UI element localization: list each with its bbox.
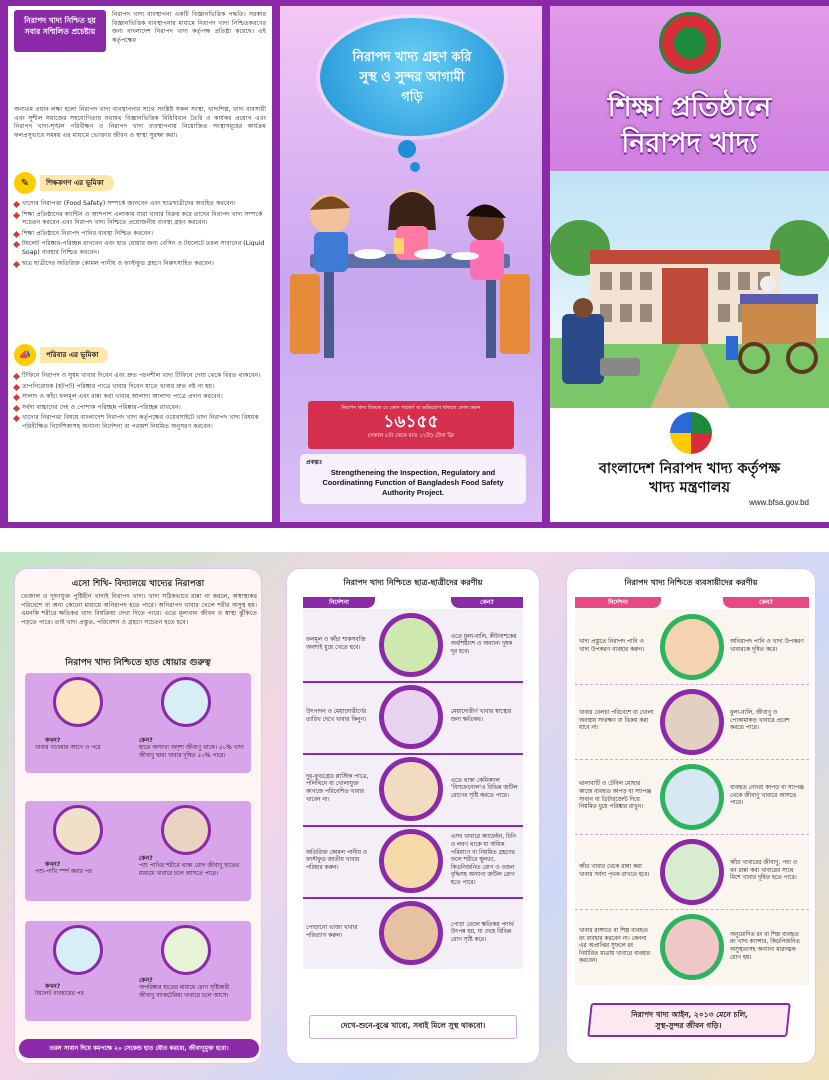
table-row: দুধ-ফুডগ্রেড প্লাস্টিক পাত্রে, পলিথিনে বা খোলাযুক্ত কাগজে পরিবেশিত খাবার খাবেন না। এতে থাকা কেমিক্যাল 'বিসফেনোল'এ বিভিন্ন জটিল রোগের সৃষ্টি করতে পারে। bbox=[303, 753, 523, 827]
vegetables-image bbox=[379, 613, 442, 677]
back3-footer bbox=[587, 1003, 791, 1037]
when-text: পশু-পাখি স্পর্শ করার পর bbox=[35, 869, 92, 875]
back3-title: নিরাপদ খাদ্য নিশ্চিতে ব্যবসায়ীদের করণীয় bbox=[624, 578, 758, 587]
heading-line-2: সবার সম্মিলিত প্রচেষ্টায় bbox=[24, 27, 96, 36]
why-label: কেন? bbox=[139, 737, 153, 744]
when-label: কখন? bbox=[45, 983, 61, 990]
website-link[interactable]: www.bfsa.gov.bd bbox=[749, 498, 809, 507]
teacher-icon: ✎ bbox=[14, 172, 36, 194]
teacher-item: ছাত্র ছাত্রীদের অতিরিক্ত কোমল পানীয় ও ফাস্টফুড গ্রহণে নিরুৎসাহিত করবেন। bbox=[22, 259, 214, 267]
heading-line-1: নিরাপদ খাদ্য নিশ্চিত হয় bbox=[24, 16, 96, 25]
family-item: সালাদ ও কাঁচা ফলমূল এবং রান্না করা খাবার আলাদা আলাদা পাত্রে প্রদান করবেন। bbox=[22, 393, 223, 401]
back2-title: নিরাপদ খাদ্য নিশ্চিতে ছাত্র-ছাত্রীদের করণীয় bbox=[343, 578, 483, 587]
back1-title: এসো শিখি- বিদ্যালয়ে খাদ্যের নিরাপত্তা bbox=[71, 579, 205, 589]
col-why: কেন? bbox=[723, 597, 809, 608]
bubble-line-3: গড়ি bbox=[401, 90, 423, 105]
bubble-dot bbox=[398, 140, 416, 158]
school-illustration bbox=[550, 218, 829, 408]
megaphone-icon: 📣 bbox=[14, 344, 36, 366]
teacher-item: শিক্ষা প্রতিষ্ঠানের ক্যান্টিন ও আশপাশ এলাকায় যারা খাবার বিক্রয় করে তাদের নিরাপদ খাদ্য সম্পর্কে সচেতন করবেন এবং নিরাপদ খাদ্য নিশ্চিতে প্রয়োজনীয় ব্যবস্থা গ্রহণ করবেন। bbox=[22, 210, 263, 227]
col-instruction: নির্দেশনা bbox=[303, 597, 375, 608]
gov-logo bbox=[659, 12, 721, 74]
fastfood-image bbox=[379, 829, 442, 893]
teacher-role-header bbox=[14, 172, 114, 194]
back1-footer: তরল সাবান দিয়ে কমপক্ষে ২০ সেকেন্ড হাত ধৌত করবো, জীবাণুমুক্ত হবো। bbox=[19, 1039, 259, 1058]
back3-table bbox=[575, 609, 809, 985]
back-panel-learn bbox=[14, 568, 262, 1064]
family-item: তাপনিরোধক (হটপট) পরিষ্কার পাত্রে খাবার দিবেন যাতে খাবার দ্রুত নষ্ট না হয়। bbox=[22, 382, 215, 390]
wash-title: নিরাপদ খাদ্য নিশ্চিতে হাত ধোয়ার গুরুত্ব bbox=[65, 658, 211, 668]
hotline-banner bbox=[308, 401, 514, 449]
heading-box bbox=[14, 10, 106, 52]
table-row: খাদ্য প্রস্তুতে নিরাপদ পানি ও খাদ্য উপকরণ ব্যবহার করুন। অনিরাপদ পানি ও খাদ্য উপকরণ খাবারকে দূষিত করে। bbox=[575, 609, 809, 685]
children-eating-illustration bbox=[290, 184, 532, 384]
ingredients-image bbox=[660, 614, 724, 680]
back2-table bbox=[303, 609, 523, 969]
family-item: সর্বদা বাচ্চাদের দেহ ও পোশাক পরিচ্ছন্ন পরিষ্কার-পরিচ্ছন্ন রাখবেন। bbox=[22, 403, 181, 411]
food-colour-image bbox=[660, 914, 724, 980]
plastic-food-image bbox=[379, 757, 442, 821]
bubble-dot bbox=[410, 162, 420, 172]
bfsa-logo bbox=[670, 412, 712, 454]
back3-footer-line-2: সুস্থ-সুন্দর জীবন গড়ি। bbox=[654, 1021, 722, 1030]
family-list bbox=[14, 372, 266, 434]
pet-image bbox=[53, 805, 103, 855]
sponge-cleaning-image bbox=[660, 764, 724, 830]
fried-food-image bbox=[379, 901, 442, 965]
hotline-hours: (সকাল ৮টা থেকে রাত ১২টা) টোল ফ্রি bbox=[368, 433, 454, 439]
back2-table-head bbox=[303, 597, 523, 608]
table-row: উৎপাদন ও মেয়াদোত্তীর্ণের তারিখ দেখে খাবার কিনুন। মেয়াদোত্তীর্ণ খাবার স্বাস্থ্যের জন্য ক্ষতিকর। bbox=[303, 681, 523, 755]
back1-intro: ভেজাল ও দূষণযুক্ত পুষ্টিহীন খাদ্যই নিরাপদ খাদ্য। খাদ্য সঠিকভাবে রান্না না করলে, অস্বাস্থ্যকর পরিবেশে বা অন্য কোনো মাধ্যমে অনিরাপদ হতে পারে। অনিরাপদ খাবার খেলে শরীর অসুস্থ হয়। এমনকি শরীরে ক্ষতিকর খাদ্য বিষক্রিয়া দেখা দিতে পারে। এতে মূল্যবান জীবন ও স্বাস্থ্য ঝুঁকিতে পড়তে পারে। তাই খাদ্য প্রস্তুত, পরিবেশন ও গ্রহণে সচেতন হতে হবে। bbox=[21, 593, 257, 626]
teacher-list bbox=[14, 200, 266, 270]
when-text: টয়লেট ব্যবহারের পর bbox=[35, 991, 84, 997]
table-row: কাঁচা খাবার থেকে রান্না করা খাবার সর্বদা পৃথক রাখতে হবে। কাঁচা খাবারের জীবাণু, পচা ও বন রান্না করা খাবারের সাথে মিশে খাবার দূষিত হতে পারে। bbox=[575, 834, 809, 910]
open-food-image bbox=[660, 689, 724, 755]
teacher-role-title: শিক্ষকগণ এর ভূমিকা bbox=[40, 175, 114, 191]
table-row: থালাবাটি ও টেবিল মোছার কাজে ব্যবহৃত কাপড় বা স্যাপঞ্জ সাবান বা ডিটারজেন্ট দিয়ে নিয়মিত ধুয়ে পরিষ্কার রাখুন। ব্যবহৃত নোংরা কাপড় বা স্যাপঞ্জ থেকে জীবাণু খাবারে আসতে পারে। bbox=[575, 759, 809, 835]
project-name: Strengtheneing the Inspection, Regulatory and Coordinatinng Function of Bangladesh Food Safety Authority Project. bbox=[322, 468, 504, 497]
hotline-number: ১৬১৫৫ bbox=[383, 412, 439, 432]
table-row: পোড়ানো ভাজা খাবার পরিত্যাগ করুন। পোড়া তেলে ক্ষতিকর পদার্থ উৎপন্ন হয়, যা দেহে বিভিন্ন রোগ সৃষ্টি করে। bbox=[303, 897, 523, 969]
table-row: অতিরিক্ত কোমল পানীয় ও ফাস্টফুড জাতীয় খাবার পরিহার করুন। এসব খাবারে ক্যাফেইন, চিনি ও লবণ থাকে যা অধিক পরিমাণে বা নিয়মিত গ্রহণের ফলে শরীরে স্থূলতা, কিডনিজনিত রোগ ও ওজন বৃদ্ধিসহ অন্যান্য জটিল রোগ হতে পারে। bbox=[303, 825, 523, 899]
teacher-item: খাদ্যের নিরাপত্তা (Food Safety) সম্পর্কে জানবেন এবং ছাত্রছাত্রীদের অবহিত করবেন। bbox=[22, 200, 236, 207]
table-row: খাবার বেলচা পরিবেশে বা খোলা অবস্থায় সংরক্ষণ বা বিক্রয় করা যাবে না। ধুলা-বালি, জীবাণু ও পোকামাকড় খাবারে প্রবেশ করতে পারে। bbox=[575, 684, 809, 760]
front-panel-info bbox=[8, 6, 272, 522]
title-line-2: নিরাপদ খাদ্য bbox=[621, 128, 758, 159]
family-role-title: পরিবার এর ভূমিকা bbox=[40, 347, 108, 363]
intro-text-1: নিরাপদ খাদ্য ব্যবস্থাপনা একটি বিজ্ঞানভিত্তিক পদ্ধতি। সরকার বিজ্ঞানভিত্তিক ব্যবস্থাপনার মাধ্যমে নিরাপদ খাদ্য নিশ্চিতকরণের জন্য বাংলাদেশ নিরাপদ খাদ্য কর্তৃপক্ষ প্রতিষ্ঠা করেছে। এই কর্তৃপক্ষের bbox=[112, 11, 266, 44]
eating-image bbox=[53, 677, 103, 727]
col-instruction: নির্দেশনা bbox=[575, 597, 661, 608]
speech-bubble bbox=[320, 18, 504, 136]
bubble-line-2: সুস্থ ও সুন্দর আগামী bbox=[359, 70, 465, 85]
project-label: প্রকল্পঃ bbox=[306, 459, 323, 466]
why-text: পশু পাখির শরীরে থাকা রোগ জীবাণু হাতের মাধ্যমে খাবারে চলে আসতে পারে। bbox=[139, 863, 240, 877]
toilet-image bbox=[53, 925, 103, 975]
title-block bbox=[550, 90, 829, 162]
why-text: অপরিষ্কার হাতের মাধ্যমে রোগ সৃষ্টিকারী জীবাণু ব্যাকটেরিয়া খাবারে চলে আসে। bbox=[139, 985, 230, 999]
bubble-line-1: নিরাপদ খাদ্য গ্রহণ করি bbox=[352, 50, 472, 65]
bacteria-image bbox=[161, 925, 211, 975]
why-label: কেন? bbox=[139, 977, 153, 984]
why-label: কেন? bbox=[139, 855, 153, 862]
back-panel-traders bbox=[566, 568, 816, 1064]
front-panel-cover-illustration bbox=[280, 6, 542, 522]
handwash-image bbox=[161, 677, 211, 727]
table-row: খাবার রাঙ্গাতে বা শিল্প ব্যবহৃত রং ব্যবহার করবেন না। কেননা এর অপ্রাপ্তির সুফলে রং নির্ধারিত মাত্রায় খাবারে ব্যবহার করবেন। অনুমোদিত রং বা শিল্প ব্যবহৃত রং খাদ্য ক্যান্সার, কিডনিজনিত অসুস্থতাসহ অন্যান্য মারাত্মক রোগ হয়। bbox=[575, 909, 809, 985]
back3-table-head bbox=[575, 597, 809, 608]
family-item: খাদ্যের নিরাপত্তা বিষয়ে বাংলাদেশ নিরাপদ খাদ্য কর্তৃপক্ষের ওয়েবসাইটে খাদ্য নিরাপদ খাদ্য বিষয়ক পরিবীক্ষিত নির্দেশিকাসহ অন্যান্য নির্দেশনা বা পরামর্শ নিয়মিত অনুসরণ করবেন। bbox=[22, 414, 259, 430]
back2-footer: দেখে-শুনে-বুঝে খাবো, সবাই মিলে সুস্থ থাকবো। bbox=[309, 1015, 517, 1039]
authority-name: বাংলাদেশ নিরাপদ খাদ্য কর্তৃপক্ষ bbox=[598, 461, 781, 477]
table-row: ফলমূল ও কাঁচা শাকসবজি অবশ্যই ধুয়ে খেতে হবে। এতে ধুলা-বালি, কীটনাশকের অবশিষ্টাংশ ও অন্যান্য দূষক দূর হবে। bbox=[303, 609, 523, 683]
col-why: কেন? bbox=[451, 597, 523, 608]
back3-footer-line-1: নিরাপদ খাদ্য আইন, ২০১৩ মেনে চলি, bbox=[630, 1010, 749, 1019]
title-line-1: শিক্ষা প্রতিষ্ঠানে bbox=[607, 92, 772, 123]
intro-text-2: অন্যতম প্রধান লক্ষ্য হলো নিরাপদ খাদ্য ব্যবস্থাপনার সাথে সংশ্লিষ্ট সকল সংস্থা, খাদ্যশিল্প, খাদ্য ব্যবসায়ী এবং সুশীল সমাজের সহযোগিতায় যথাযথ বিজ্ঞানভিত্তিক বিধিবিধান তৈরি ও কার্যকর প্রয়োগ এবং নিরাপদ খাদ্য-শৃঙ্খল পরিবীক্ষণ ও নিরাপদ খাদ্য ব্যবস্থাপনায় নিয়োজিত সংস্থাসমূহের কার্যক্রম ফলপ্রসুভাবে সমন্বয় এর মাধ্যমে ভোক্তার জীবন ও স্বাস্থ্য সুরক্ষা করা। bbox=[14, 106, 266, 139]
hotline-label: নিরাপদ খাদ্য বিষয়ক যে কোন পরামর্শ বা অভিযোগ থাকলে কোল করুন bbox=[341, 405, 481, 411]
teacher-item: শিক্ষা প্রতিষ্ঠানে নিরাপদ পানির ব্যবস্থা নিশ্চিত করবেন। bbox=[22, 229, 153, 237]
back-panel-students bbox=[286, 568, 540, 1064]
teacher-item: টয়লেট পরিষ্কার-পরিচ্ছন্ন রাখবেন এবং হাত ধোয়ার জন্য বেসিন ও টয়লেটে তরল সাবানের (Liquid Soap) ব্যবহার নিশ্চিত করবেন। bbox=[22, 240, 265, 256]
family-role-header bbox=[14, 344, 108, 366]
germs-image bbox=[161, 805, 211, 855]
ministry-name: খাদ্য মন্ত্রণালয় bbox=[648, 480, 731, 496]
why-text: হাতে অসংখ্য অদৃশ্য জীবাণু থাকে। ৫০% খাদ্য জীবাণু দ্বারা খাবার দূষিত ৫০% পারে। bbox=[139, 745, 244, 759]
expiry-label-image bbox=[379, 685, 442, 749]
when-label: কখন? bbox=[45, 737, 61, 744]
project-box bbox=[300, 454, 526, 504]
front-panel-title bbox=[550, 6, 829, 522]
family-item: টিফিনে নিরাপদ ও সুষম খাবার দিবেন এবং দ্রুত পচনশীল খাদ্য টিফিনে দেয়া থেকে বিরত থাকবেন। bbox=[22, 372, 261, 379]
when-text: খাবার খাওয়ার আগে ও পরে bbox=[35, 745, 101, 751]
when-label: কখন? bbox=[45, 861, 61, 868]
fridge-storage-image bbox=[660, 839, 724, 905]
